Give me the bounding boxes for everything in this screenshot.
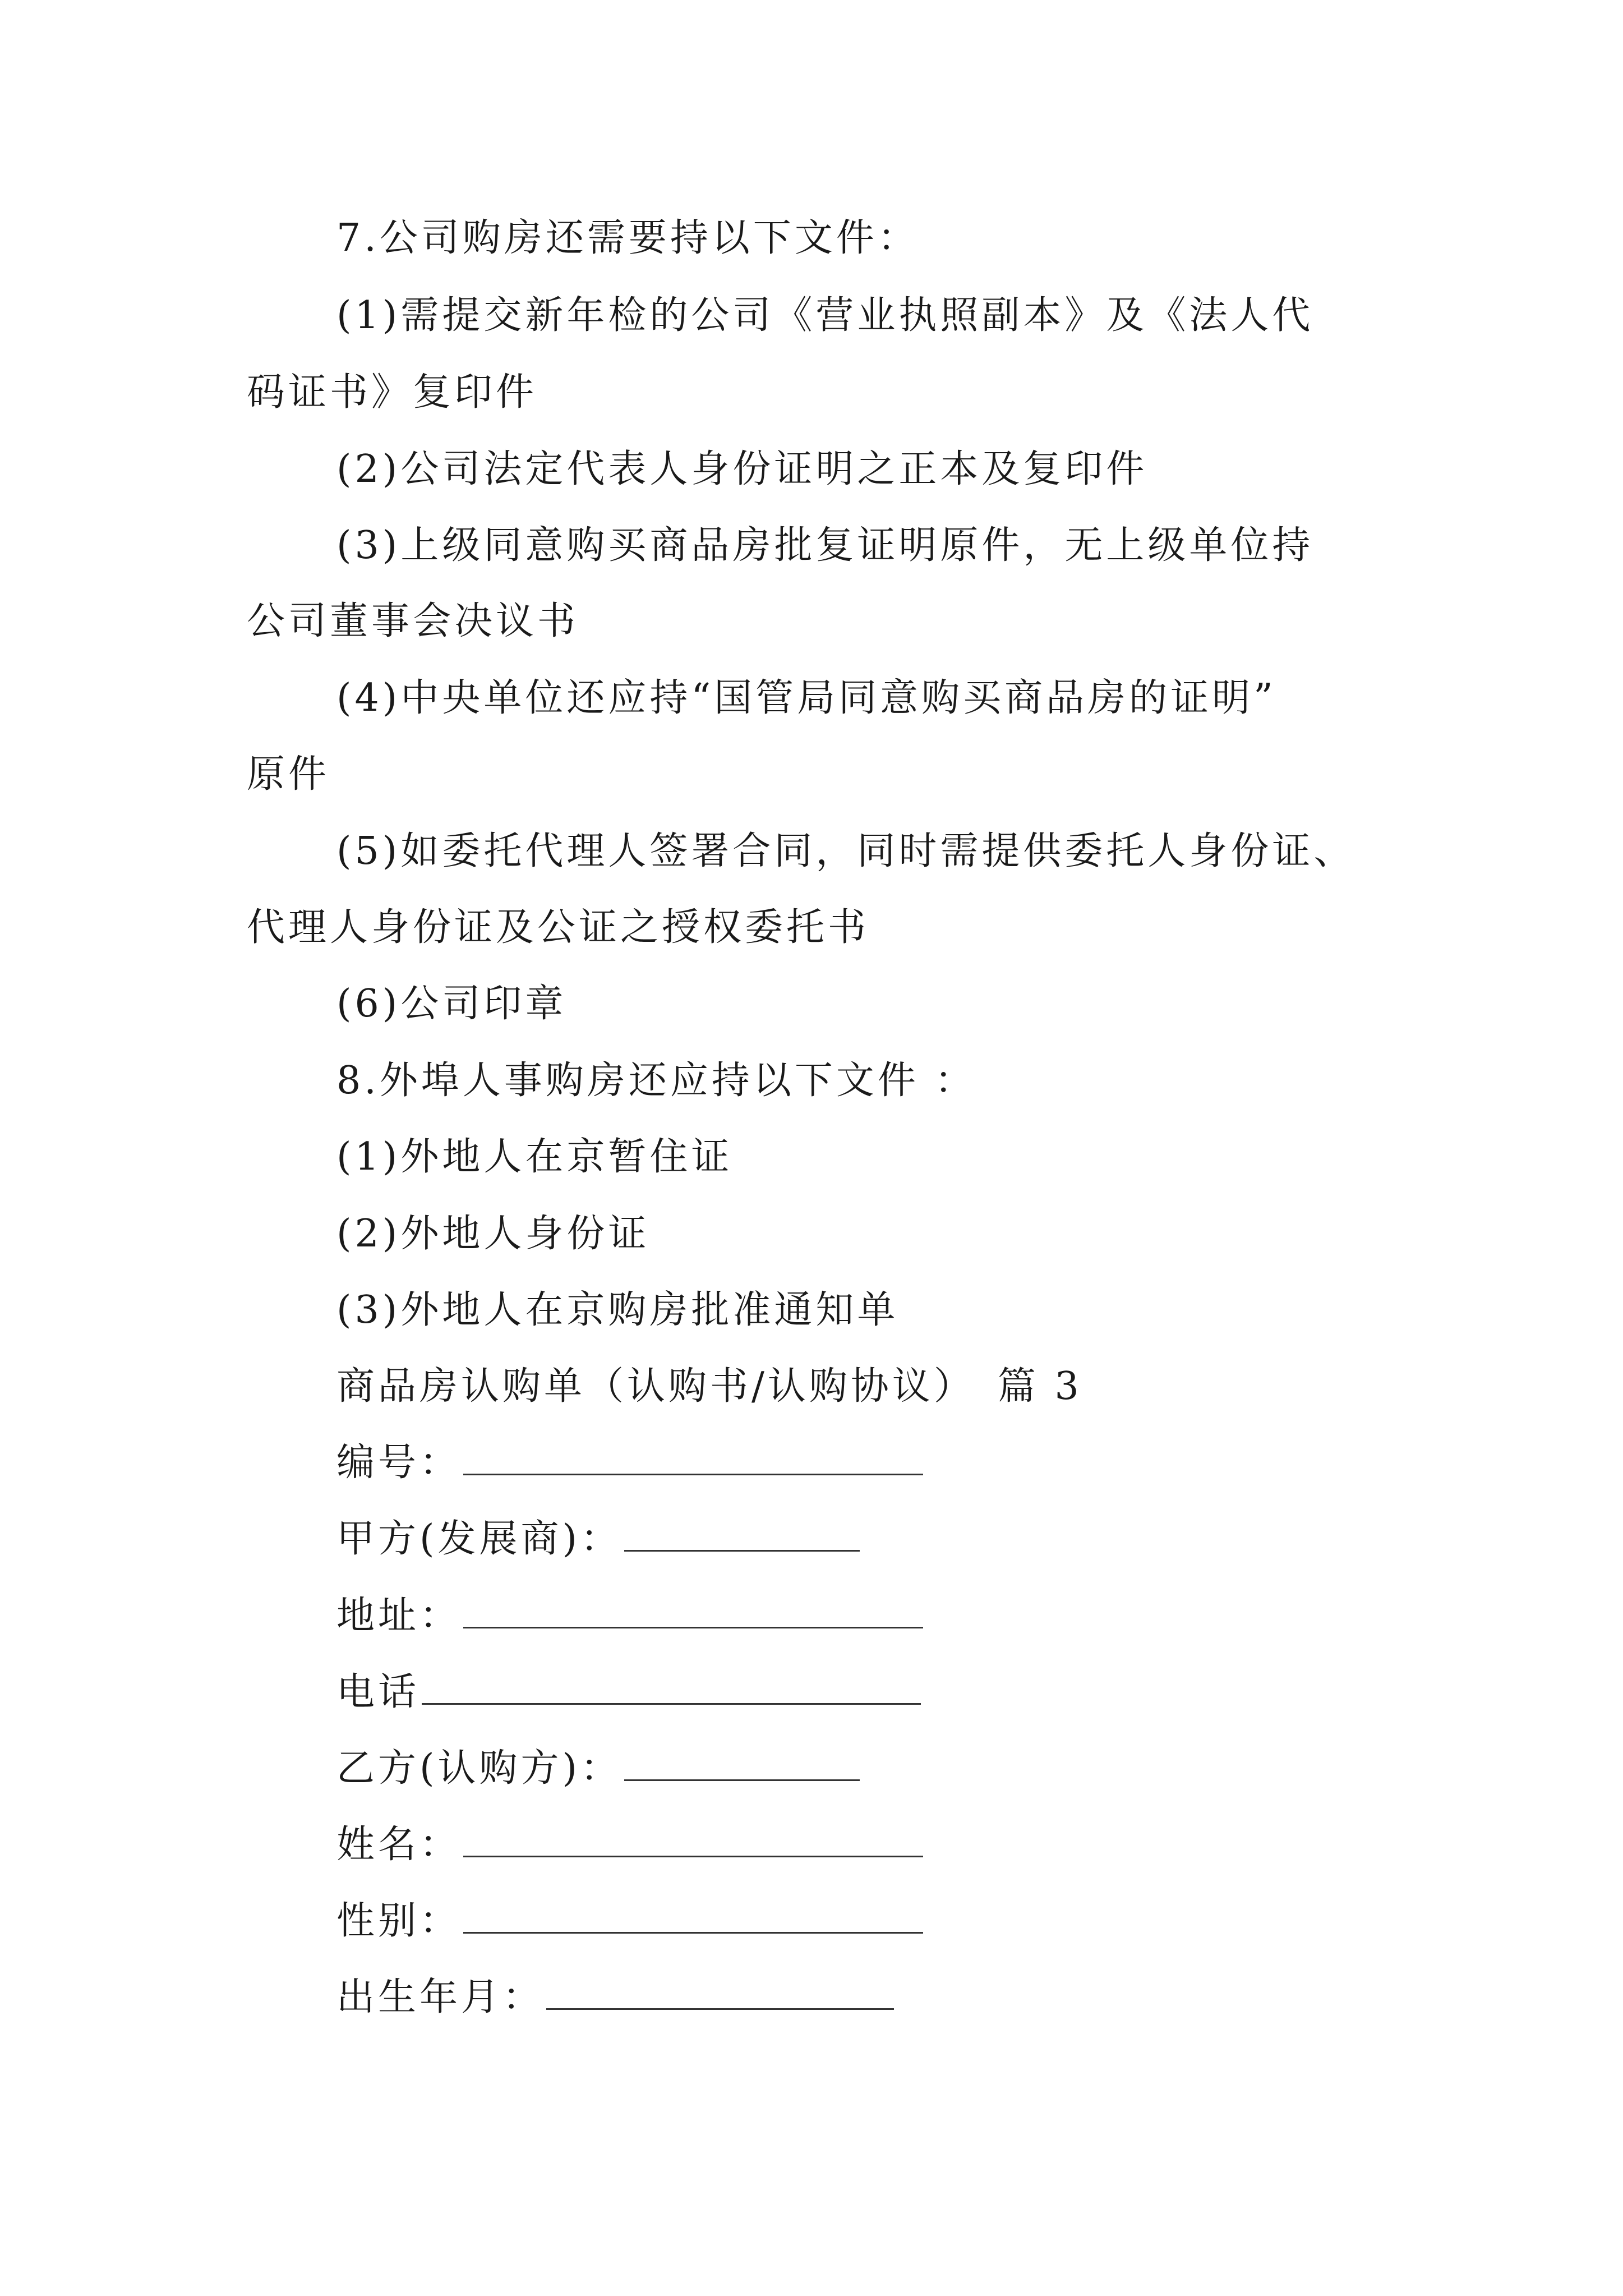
party-b-label: 乙方(认购方)：	[336, 1746, 623, 1791]
party-a-blank	[624, 1517, 860, 1552]
form-title: 商品房认购单（认购书/认购协议） 篇 3	[336, 1364, 1082, 1409]
gender-blank	[463, 1899, 923, 1934]
number-field-row	[336, 1438, 923, 1488]
section-7-item-5-line-2: 代理人身份证及公证之授权委托书	[247, 905, 870, 950]
section-7-item-4-line-1: (4)中央单位还应持“国管局同意购买商品房的证明”	[336, 676, 1276, 720]
section-7-item-4-line-2: 原件	[247, 752, 330, 797]
address-blank	[463, 1594, 923, 1628]
birth-field-row	[336, 1972, 894, 2023]
section-7-item-1-line-1: (1)需提交新年检的公司《营业执照副本》及《法人代	[336, 293, 1314, 338]
party-a-field-row	[336, 1514, 860, 1565]
section-8-item-1: (1)外地人在京暂住证	[336, 1135, 733, 1179]
name-label: 姓名：	[336, 1823, 462, 1867]
section-7-heading: 7.公司购房还需要持以下文件：	[336, 216, 919, 260]
party-b-blank	[624, 1747, 860, 1781]
section-8-item-2: (2)外地人身份证	[336, 1212, 650, 1256]
section-8-item-3: (3)外地人在京购房批准通知单	[336, 1288, 899, 1332]
address-label: 地址：	[336, 1594, 462, 1638]
phone-label: 电话	[336, 1670, 420, 1714]
section-7-item-3-line-1: (3)上级同意购买商品房批复证明原件，无上级单位持	[336, 523, 1314, 568]
name-blank	[463, 1823, 923, 1857]
section-7-item-2: (2)公司法定代表人身份证明之正本及复印件	[336, 447, 1148, 491]
party-b-field-row	[336, 1743, 860, 1794]
number-label: 编号：	[336, 1441, 462, 1485]
section-7-item-3-line-2: 公司董事会决议书	[247, 599, 579, 643]
phone-blank	[422, 1671, 921, 1705]
section-7-item-1-line-2: 码证书》复印件	[247, 370, 538, 415]
gender-label: 性别：	[336, 1899, 462, 1943]
birth-blank	[546, 1976, 894, 2010]
address-field-row	[336, 1591, 923, 1641]
name-field-row	[336, 1820, 923, 1870]
number-blank	[463, 1441, 923, 1475]
gender-field-row	[336, 1896, 923, 1947]
section-7-item-6: (6)公司印章	[336, 982, 567, 1026]
party-a-label: 甲方(发展商)：	[336, 1517, 623, 1561]
section-7-item-5-line-1: (5)如委托代理人签署合同，同时需提供委托人身份证、	[336, 829, 1355, 873]
section-8-heading: 8.外埠人事购房还应持以下文件 ：	[336, 1059, 976, 1103]
birth-label: 出生年月：	[336, 1975, 545, 2019]
phone-field-row	[336, 1667, 921, 1718]
